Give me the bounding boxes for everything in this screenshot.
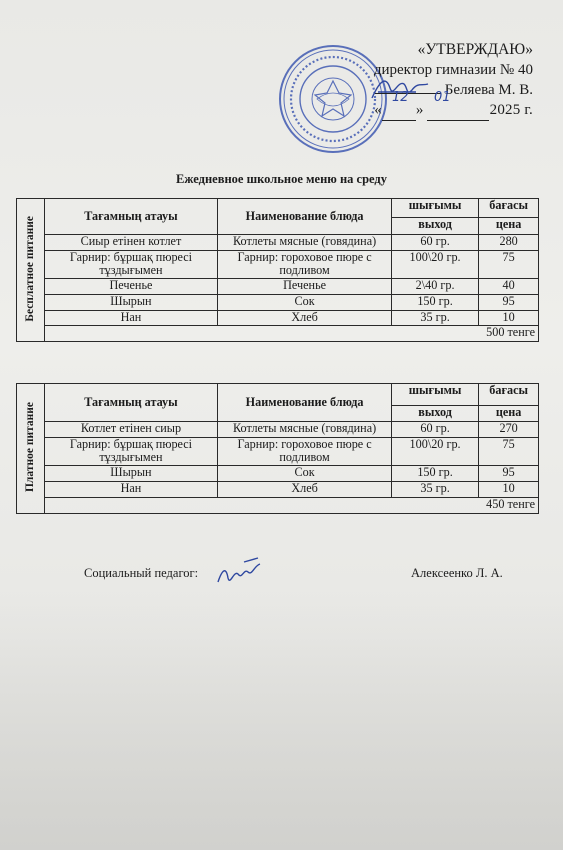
dish-name-kz: Нан	[44, 482, 218, 498]
dish-name-ru: Гарнир: гороховое пюре с подливом	[218, 438, 392, 466]
paid-meal-side-label	[17, 384, 45, 514]
date-day-handwritten: 12	[392, 90, 409, 105]
free-meal-total: 500 тенге	[44, 326, 538, 342]
free-meal-side-label	[17, 199, 45, 342]
dish-price: 270	[479, 422, 539, 438]
dish-name-kz: Котлет етінен сиыр	[44, 422, 218, 438]
dish-name-ru: Гарнир: гороховое пюре с подливом	[218, 251, 392, 279]
dish-price: 95	[479, 466, 539, 482]
dish-name-ru: Сок	[218, 295, 392, 311]
page-title: Ежедневное школьное меню на среду	[176, 172, 387, 186]
pedagogue-signature-icon	[214, 556, 266, 590]
dish-amount: 2\40 гр.	[391, 279, 478, 295]
date-close-quote: »	[415, 102, 424, 118]
col-name-kz: Тағамның атауы	[44, 199, 218, 235]
page-shadow	[0, 590, 563, 850]
footer-role: Социальный педагог:	[84, 566, 199, 580]
dish-name-ru: Сок	[218, 466, 392, 482]
approval-title: «УТВЕРЖДАЮ»	[417, 41, 533, 58]
paid-meal-total: 450 тенге	[44, 498, 538, 514]
col-price-ru: цена	[479, 406, 539, 422]
free-meal-table	[16, 198, 539, 342]
table-row	[17, 295, 539, 311]
dish-name-kz: Печенье	[44, 279, 218, 295]
dish-name-kz: Гарнир: бұршақ пюресі тұздығымен	[44, 438, 218, 466]
col-amount-kz: шығымы	[391, 384, 478, 406]
col-name-ru: Наименование блюда	[218, 199, 392, 235]
dish-price: 75	[479, 251, 539, 279]
table-row	[17, 311, 539, 326]
dish-price: 10	[479, 482, 539, 498]
col-price-kz: бағасы	[479, 384, 539, 406]
date-open-quote: «	[374, 102, 382, 118]
table-row	[17, 482, 539, 498]
dish-price: 75	[479, 438, 539, 466]
table-row	[17, 438, 539, 466]
dish-amount: 35 гр.	[391, 482, 478, 498]
date-month-handwritten: 01	[434, 90, 451, 105]
dish-name-kz: Сиыр етінен котлет	[44, 235, 218, 251]
dish-name-ru: Котлеты мясные (говядина)	[218, 422, 392, 438]
col-price-ru: цена	[479, 218, 539, 235]
table-row	[17, 251, 539, 279]
col-name-kz: Тағамның атауы	[44, 384, 218, 422]
dish-amount: 150 гр.	[391, 466, 478, 482]
col-price-kz: бағасы	[479, 199, 539, 218]
approval-position: директор гимназии № 40	[373, 62, 533, 78]
dish-amount: 150 гр.	[391, 295, 478, 311]
table-row	[17, 279, 539, 295]
col-amount-kz: шығымы	[391, 199, 478, 218]
dish-price: 95	[479, 295, 539, 311]
dish-amount: 100\20 гр.	[391, 438, 478, 466]
dish-name-ru: Хлеб	[218, 482, 392, 498]
dish-amount: 100\20 гр.	[391, 251, 478, 279]
col-name-ru: Наименование блюда	[218, 384, 392, 422]
dish-price: 280	[479, 235, 539, 251]
dish-name-kz: Шырын	[44, 466, 218, 482]
col-amount-ru: выход	[391, 406, 478, 422]
approval-name: Беляева М. В.	[444, 82, 533, 98]
date-year: 2025 г.	[489, 102, 533, 118]
table-row	[17, 422, 539, 438]
dish-amount: 60 гр.	[391, 422, 478, 438]
dish-price: 40	[479, 279, 539, 295]
table-row	[17, 466, 539, 482]
dish-name-ru: Хлеб	[218, 311, 392, 326]
dish-name-ru: Котлеты мясные (говядина)	[218, 235, 392, 251]
approval-block	[374, 40, 533, 121]
dish-name-kz: Гарнир: бұршақ пюресі тұздығымен	[44, 251, 218, 279]
dish-name-ru: Печенье	[218, 279, 392, 295]
paid-meal-side-text: Платное питание	[23, 401, 36, 492]
table-row	[17, 235, 539, 251]
dish-amount: 35 гр.	[391, 311, 478, 326]
dish-price: 10	[479, 311, 539, 326]
col-amount-ru: выход	[391, 218, 478, 235]
dish-amount: 60 гр.	[391, 235, 478, 251]
footer-name: Алексеенко Л. А.	[411, 566, 503, 580]
free-meal-side-text: Бесплатное питание	[23, 215, 36, 322]
dish-name-kz: Шырын	[44, 295, 218, 311]
paid-meal-table	[16, 383, 539, 514]
dish-name-kz: Нан	[44, 311, 218, 326]
